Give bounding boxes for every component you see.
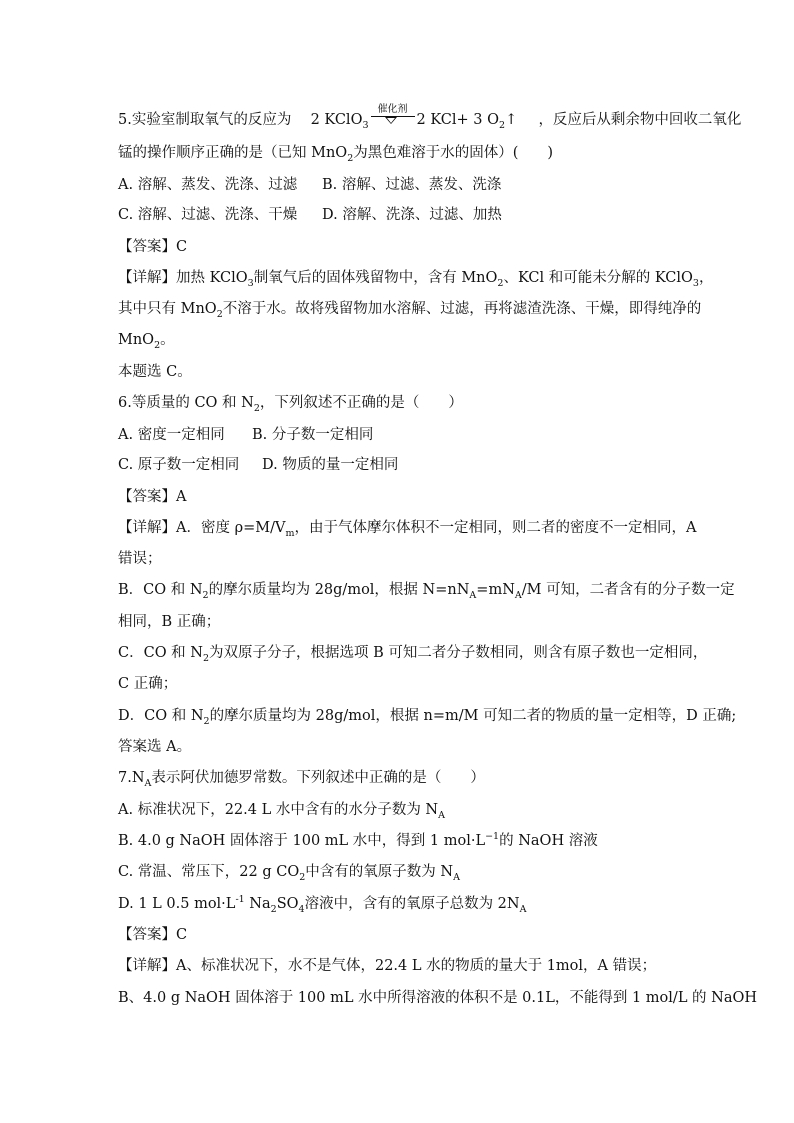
q7-optC-text-b: 中含有的氧原子数为 N (305, 864, 454, 880)
q6-option-d: D. 物质的量一定相同 (262, 457, 399, 473)
q7-stem-b: 表示阿伏加德罗常数。下列叙述中正确的是（ ） (151, 770, 485, 786)
q6-e1b: ，由于气体摩尔体积不一定相同，则二者的密度不一定相同，A (294, 520, 697, 536)
q6-exp-line4: 相同，B 正确； (118, 614, 221, 630)
q6-e3c: =mN (476, 582, 515, 598)
q5-exp3-sub: 2 (154, 339, 161, 351)
q7-optD-text-d: 溶液中，含有的氧原子总数为 2N (304, 896, 520, 912)
q5-options-ab (118, 175, 501, 195)
q7-optD-sub3: A (519, 903, 527, 915)
q7-stem-sub: A (144, 777, 152, 789)
q7-exp-line1: 【详解】A、标准状况下，水不是气体，22.4 L 水的物质的量大于 1mol，A 错误； (118, 958, 657, 974)
q6-e3d: /M 可知，二者含有的分子数一定 (521, 582, 735, 598)
q7-optB-text-b: 的 NaOH 溶液 (499, 833, 598, 849)
q6-exp-line1 (118, 518, 696, 538)
q5-tail: ，反应后从剩余物中回收二氧化 (538, 112, 742, 128)
q6-exp-line7 (118, 706, 736, 726)
q5-option-a: A. 溶解、蒸发、洗涤、过滤 (118, 177, 298, 193)
q6-e3-sub1: 2 (202, 589, 209, 601)
q5-exp2b: 不溶于水。故将残留物加水溶解、过滤，再将滤渣洗涤、干燥，即得纯净的 (222, 301, 702, 317)
q6-e7b: 的摩尔质量均为 28g/mol，根据 n=m/M 可知二者的物质的量一定相等，D 正确; (209, 708, 737, 724)
q6-e3-sub2: A (469, 589, 477, 601)
q7-option-d (118, 894, 526, 914)
q6-option-c: C. 原子数一定相同 (118, 457, 240, 473)
q6-e7a: D．CO 和 N (118, 708, 204, 724)
catalyst-label: 催化剂 (377, 104, 408, 115)
q5-exp2-sub: 2 (216, 308, 223, 320)
q7-optA-sub: A (438, 809, 445, 821)
q7-optC-text-a: C. 常温、常压下，22 g CO (118, 864, 300, 880)
q7-optD-sup: -1 (235, 894, 245, 906)
q6-stem (118, 393, 463, 413)
q7-answer: 【答案】C (118, 927, 188, 943)
q5-exp1a: 【详解】加热 KClO (118, 270, 248, 286)
q6-e5-sub: 2 (202, 652, 210, 664)
q7-optC-sub: 2 (299, 871, 306, 883)
q5-line2-sub: 2 (347, 152, 354, 164)
q6-e5a: C．CO 和 N (118, 645, 203, 661)
q7-optD-text-a: D. 1 L 0.5 mol·L (118, 896, 236, 912)
q5-exp1c: 、KCl 和可能未分解的 KClO (503, 270, 693, 286)
q5-option-d: D. 溶解、洗涤、过滤、加热 (322, 207, 502, 223)
q7-stem (118, 768, 485, 788)
q7-optC-sub2: A (453, 871, 460, 883)
q5-explanation-line2 (118, 299, 701, 319)
gas-arrow-icon: ↑ (505, 112, 518, 128)
q5-exp2a: 其中只有 MnO (118, 301, 217, 317)
q5-options-cd (118, 205, 502, 225)
q6-final: 答案选 A。 (118, 739, 192, 755)
q7-optA-text: A. 标准状况下，22.4 L 水中含有的水分子数为 N (118, 802, 439, 818)
q7-optD-text-b: Na (244, 896, 271, 912)
q7-optB-sup: −1 (485, 831, 500, 843)
q5-line2b: 为黑色难溶于水的固体）( ) (353, 145, 554, 161)
q5-exp1b: 制氧气后的固体残留物中，含有 MnO (253, 270, 498, 286)
q7-optD-sub1: 2 (270, 903, 277, 915)
q6-e1-sub: m (285, 527, 295, 539)
q5-eq-left: 2 KClO (310, 112, 363, 128)
q5-explanation-line3 (118, 330, 175, 350)
q6-e1a: 【详解】A．密度 ρ=M/V (118, 520, 286, 536)
q5-exp3a: MnO (118, 332, 155, 348)
q6-stem-b: ，下列叙述不正确的是（ ） (259, 395, 463, 411)
q6-e3-sub3: A (514, 589, 522, 601)
q5-line2a: 锰的操作顺序正确的是（已知 MnO (118, 145, 348, 161)
q6-exp-line3 (118, 580, 735, 600)
q6-exp-line2: 错误； (118, 551, 162, 567)
q6-exp-line5 (118, 643, 707, 663)
q5-exp1-sub3: 3 (692, 277, 699, 289)
q5-eq-right-sub: 2 (499, 119, 506, 131)
q5-exp1-sub1: 3 (247, 277, 254, 289)
q5-answer: 【答案】C (118, 239, 188, 255)
q5-stem-line1 (118, 104, 742, 131)
q7-option-a (118, 800, 445, 820)
q7-option-b (118, 831, 598, 851)
q6-option-b: B. 分子数一定相同 (252, 427, 374, 443)
q5-eq-right: 2 KCl+ 3 O (416, 112, 500, 128)
q6-e3a: B．CO 和 N (118, 582, 203, 598)
q6-options-ab (118, 425, 373, 445)
q5-explanation-line1 (118, 268, 713, 288)
q5-lead: 5.实验室制取氧气的反应为 (118, 112, 292, 128)
q5-option-b: B. 溶解、过滤、蒸发、洗涤 (322, 177, 502, 193)
q6-option-a: A. 密度一定相同 (118, 427, 225, 443)
q7-optD-text-c: SO (276, 896, 299, 912)
q5-exp3b: 。 (160, 332, 175, 348)
q5-eq-left-sub: 3 (362, 119, 369, 131)
q5-option-c: C. 溶解、过滤、洗涤、干燥 (118, 207, 298, 223)
q7-optD-sub2: 4 (298, 903, 305, 915)
q6-stem-a: 6.等质量的 CO 和 N (118, 395, 254, 411)
q6-exp-line6: C 正确； (118, 676, 178, 692)
q6-answer: 【答案】A (118, 489, 187, 505)
q6-stem-sub: 2 (253, 402, 260, 414)
catalyst-heat-arrow (371, 104, 415, 128)
q7-stem-a: 7.N (118, 770, 145, 786)
q7-exp-line2: B、4.0 g NaOH 固体溶于 100 mL 水中所得溶液的体积不是 0.1L，不能得到 1 mol/L 的 NaOH (118, 990, 758, 1006)
q7-optB-text-a: B. 4.0 g NaOH 固体溶于 100 mL 水中，得到 1 mol·L (118, 833, 486, 849)
q6-e7-sub: 2 (203, 715, 210, 727)
q6-options-cd (118, 455, 398, 475)
q5-conclusion: 本题选 C。 (118, 364, 192, 380)
q5-exp1-sub2: 2 (497, 277, 504, 289)
q5-stem-line2 (118, 143, 553, 163)
q5-exp1d: ， (698, 270, 714, 286)
q6-e3b: 的摩尔质量均为 28g/mol，根据 N=nN (208, 582, 470, 598)
q6-e5b: 为双原子分子，根据选项 B 可知二者分子数相同，则含有原子数也一定相同， (209, 645, 708, 661)
q7-option-c (118, 862, 460, 882)
